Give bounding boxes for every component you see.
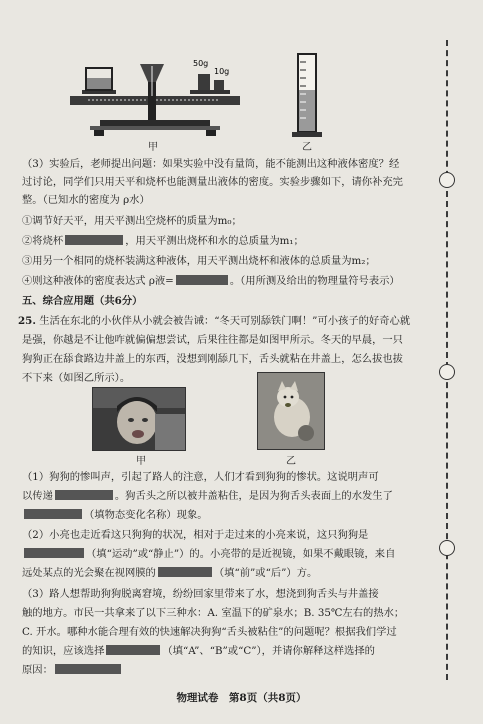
child-tongue-stuck-photo <box>92 387 186 451</box>
q25-p1-answer-blank-1[interactable] <box>55 490 113 500</box>
q25-p3-line2: 触的地方。市民一共拿来了以下三种水：A. 室温下的矿泉水；B. 35℃左右的热水； <box>22 607 405 619</box>
q25-line1 <box>18 314 426 328</box>
q24-part3-line3: 整。（已知水的密度为 ρ水） <box>22 194 150 206</box>
q25-p2-answer-blank-2[interactable] <box>158 567 212 577</box>
q25-p1-line3 <box>22 508 430 522</box>
q25-p1-line3-text: （填物态变化名称）现象。 <box>84 509 208 521</box>
photo-yi-label: 乙 <box>286 456 296 467</box>
q24-step3: ③用另一个相同的烧杯装满这种液体，用天平测出烧杯和液体的总质量为m₂； <box>22 255 376 267</box>
weight-10g-label: 10g <box>214 67 230 76</box>
dog-tongue-stuck-photo <box>257 372 325 450</box>
q25-p3-line3: C. 开水。哪种水能合理有效的快速解决狗狗“舌头被粘住”的问题呢？根据我们学过 <box>22 626 397 638</box>
page-footer: 物理试卷 第8页（共8页） <box>176 692 307 704</box>
q24-part3-line1: （3）实验后，老师提出问题：如果实验中没有量筒，能不能测出这种液体密度？经 <box>22 158 400 170</box>
binding-hole-3 <box>439 540 455 556</box>
q25-p2-line1: （2）小亮也走近看这只狗狗的状况，相对于走过来的小亮来说，这只狗狗是 <box>22 529 369 541</box>
binding-hole-1 <box>439 172 455 188</box>
q24-step1: ①调节好天平，用天平测出空烧杯的质量为m₀； <box>22 215 242 227</box>
q24-step2-answer-blank[interactable] <box>65 235 123 245</box>
q24-step4-text-b: 。（用所测及给出的物理量符号表示） <box>229 275 400 287</box>
q25-p3-line5-text: 原因： <box>22 664 53 676</box>
section-5-heading: 五、综合应用题（共6分） <box>22 295 143 307</box>
q25-line1-text: 生活在东北的小伙伴从小就会被告诫：“冬天可别舔铁门啊！”可小孩子的好奇心就 <box>39 315 411 327</box>
binding-dashed-line <box>446 40 448 680</box>
q24-step2-text-a: ②将烧杯 <box>22 235 64 247</box>
q25-p1-line2 <box>22 489 430 503</box>
q25-number: 25. <box>18 315 36 327</box>
q25-line3: 狗狗正在舔食路边井盖上的东西，没想到刚舔几下，舌头就粘在井盖上，怎么拔也拔 <box>22 353 403 365</box>
q25-p3-answer-blank-1[interactable] <box>106 645 160 655</box>
q25-p3-line5 <box>22 663 430 677</box>
q25-p2-line2 <box>22 547 430 561</box>
graduated-cylinder-figure <box>288 50 328 140</box>
photo-jia-label: 甲 <box>136 456 146 467</box>
q24-part3-line2: 过讨论，同学们只用天平和烧杯也能测量出液体的密度。实验步骤如下，请你补充完 <box>22 176 403 188</box>
q25-p2-line3 <box>22 566 430 580</box>
q25-p1-line2-text-a: 以传递 <box>22 490 53 502</box>
q25-p2-answer-blank-1[interactable] <box>24 548 84 558</box>
q25-p1-line2-text-b: 。狗舌头之所以被井盖粘住，是因为狗舌头表面上的水发生了 <box>114 490 393 502</box>
q25-p1-answer-blank-2[interactable] <box>24 509 82 519</box>
q25-line2: 是强，你越是不让他咋就偏偏想尝试，后果往往都是如图甲所示。冬天的早晨，一只 <box>22 334 403 346</box>
weight-50g-label: 50g <box>193 59 209 68</box>
q24-step4 <box>22 274 430 288</box>
q24-step4-answer-blank[interactable] <box>176 275 228 285</box>
q25-p2-line3-text-b: （填“前”或“后”）方。 <box>213 567 318 579</box>
q25-p3-line4-text-b: （填“A”、“B”或“C”），并请你解释这样选择的 <box>162 645 375 657</box>
q25-p3-line4 <box>22 644 430 658</box>
q25-line4: 不下来（如图乙所示）。 <box>22 372 131 384</box>
q25-p3-line1: （3）路人想帮助狗狗脱离窘境，纷纷回家里带来了水，想浇到狗舌头与井盖接 <box>22 588 379 600</box>
q25-p3-line4-text-a: 的知识，应该选择 <box>22 645 105 657</box>
binding-hole-2 <box>439 364 455 380</box>
q25-p1-line1: （1）狗狗的惨叫声，引起了路人的注意，人们才看到狗狗的惨状。这说明声可 <box>22 471 379 483</box>
figure-jia-label: 甲 <box>148 142 158 153</box>
figure-yi-label: 乙 <box>302 142 312 153</box>
q25-p3-answer-blank-2[interactable] <box>55 664 121 674</box>
q24-step4-text-a: ④则这种液体的密度表达式 ρ液= <box>22 275 174 287</box>
q24-step2-text-b: ，用天平测出烧杯和水的总质量为m₁； <box>125 235 304 247</box>
q24-step2 <box>22 234 430 248</box>
q25-p2-line3-text-a: 远处某点的光会聚在视网膜的 <box>22 567 156 579</box>
balance-figure <box>60 54 250 139</box>
q25-p2-line2-text: （填“运动”或“静止”）的。小亮带的是近视镜，如果不戴眼镜，来自 <box>86 548 396 560</box>
